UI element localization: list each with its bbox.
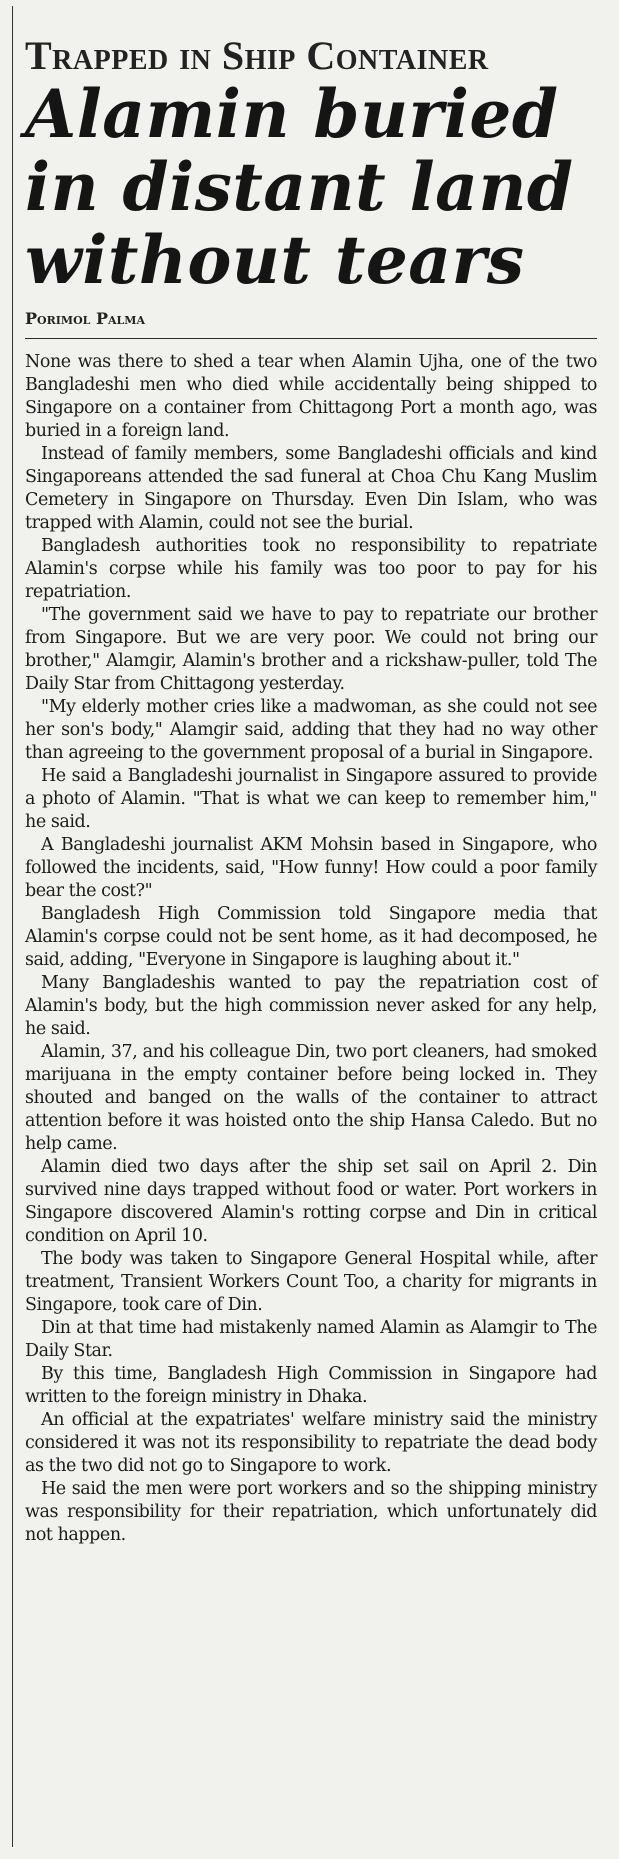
article-paragraph: "My elderly mother cries like a madwoman, as she could not see her son's body," Alamgir said, adding that they had no way other than agreeing to the government proposal of a burial in Singapore. <box>25 697 597 763</box>
kicker: Trapped in Ship Container <box>25 33 489 78</box>
article-paragraph: None was there to shed a tear when Alamin Ujha, one of the two Bangladeshi men who died while accidentally being shipped to Singapore on a container from Chittagong Port a month ago, was buried in a foreign land. <box>25 352 597 441</box>
headline <box>25 75 597 299</box>
article-paragraph: A Bangladeshi journalist AKM Mohsin based in Singapore, who followed the incidents, said, "How funny! How could a poor family bear the cost?" <box>25 835 597 901</box>
article-paragraph: Instead of family members, some Bangladeshi officials and kind Singaporeans attended the sad funeral at Choa Chu Kang Muslim Cemetery in Singapore on Thursday. Even Din Islam, who was trapped with Alamin, could not see the burial. <box>25 444 597 533</box>
byline: Porimol Palma <box>25 309 145 328</box>
byline-divider <box>25 338 597 339</box>
article-paragraph: Bangladesh High Commission told Singapore media that Alamin's corpse could not be sent home, as it had decomposed, he said, adding, "Everyone in Singapore is laughing about it." <box>25 904 597 970</box>
article-paragraph: An official at the expatriates' welfare ministry said the ministry considered it was not its responsibility to repatriate the dead body as the two did not go to Singapore to work. <box>25 1410 597 1476</box>
headline-line: without tears <box>25 221 525 299</box>
article-paragraph: By this time, Bangladesh High Commission in Singapore had written to the foreign ministry in Dhaka. <box>25 1364 597 1407</box>
headline-line: Alamin buried <box>25 75 559 153</box>
column-rule <box>12 6 13 1847</box>
article-paragraph: Bangladesh authorities took no responsibility to repatriate Alamin's corpse while his family was too poor to pay for his repatriation. <box>25 536 597 602</box>
article-body <box>25 351 597 1547</box>
article-paragraph: Alamin died two days after the ship set sail on April 2. Din survived nine days trapped without food or water. Port workers in Singapore discovered Alamin's rotting corpse and Din in critical condition on April 10. <box>25 1157 597 1246</box>
article-paragraph: He said a Bangladeshi journalist in Singapore assured to provide a photo of Alamin. "That is what we can keep to remember him," he said. <box>25 766 597 832</box>
article-paragraph: Din at that time had mistakenly named Alamin as Alamgir to The Daily Star. <box>25 1318 597 1361</box>
headline-line: in distant land <box>25 148 574 226</box>
article-paragraph: He said the men were port workers and so the shipping ministry was responsibility for their repatriation, which unfortunately did not happen. <box>25 1479 597 1545</box>
article-paragraph: Many Bangladeshis wanted to pay the repatriation cost of Alamin's body, but the high commission never asked for any help, he said. <box>25 973 597 1039</box>
article-paragraph: Alamin, 37, and his colleague Din, two port cleaners, had smoked marijuana in the empty container before being locked in. They shouted and banged on the walls of the container to attract attention before it was hoisted onto the ship Hansa Caledo. But no help came. <box>25 1042 597 1154</box>
article-paragraph: The body was taken to Singapore General Hospital while, after treatment, Transient Workers Count Too, a charity for migrants in Singapore, took care of Din. <box>25 1249 597 1315</box>
article-paragraph: "The government said we have to pay to repatriate our brother from Singapore. But we are very poor. We could not bring our brother," Alamgir, Alamin's brother and a rickshaw-puller, told The Daily Star from Chittagong yesterday. <box>25 605 597 694</box>
